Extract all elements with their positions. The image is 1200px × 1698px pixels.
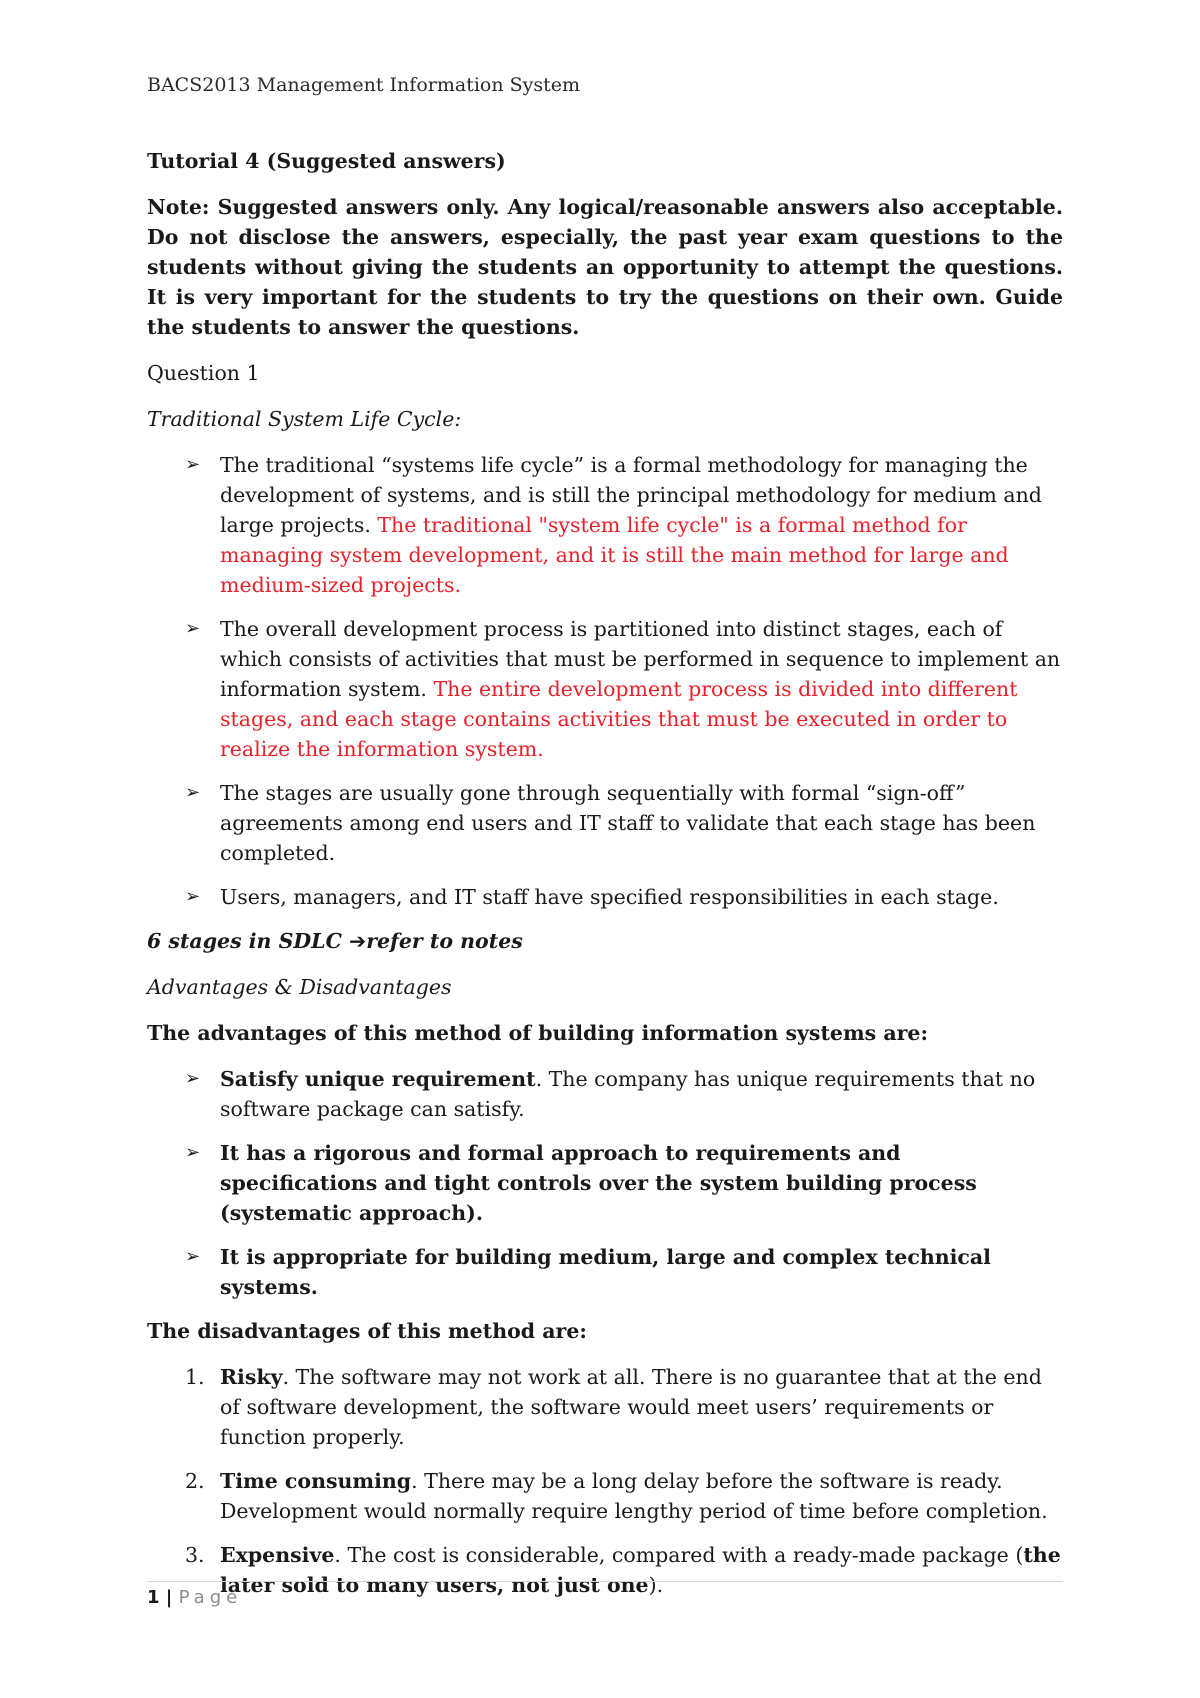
list-item [147, 1064, 1063, 1124]
disadvantage-emphasis: the later sold to many users, not just one [220, 1543, 1061, 1597]
disadvantage-title: Time consuming [220, 1469, 412, 1493]
advantages-list [147, 1064, 1063, 1302]
list-number: 2. [185, 1469, 205, 1493]
advantages-heading: The advantages of this method of building information systems are: [147, 1021, 929, 1045]
disadvantages-list [147, 1362, 1063, 1600]
arrow-bullet-icon: ➢ [185, 1246, 201, 1267]
disadvantage-text-end: ). [648, 1573, 664, 1597]
slc-bullet-list [147, 450, 1063, 912]
page-label: Page [178, 1587, 243, 1608]
sdlc-refer: refer to notes [366, 929, 523, 953]
note-paragraph: Note: Suggested answers only. Any logical/reasonable answers also acceptable. Do not disclose the answers, especially, the past year exam questions to the students without giving the students an opportunity to attempt the questions. It is very important for the students to try the questions on their own. Guide the students to answer the questions. [147, 195, 1063, 339]
arrow-bullet-icon: ➢ [185, 1142, 201, 1163]
arrow-bullet-icon: ➢ [185, 454, 201, 475]
page-footer [147, 1587, 242, 1608]
arrow-bullet-icon: ➢ [185, 886, 201, 907]
disadvantage-text: . There may be a long delay before the software is ready. Development would normally require lengthy period of time before completion. [220, 1469, 1048, 1523]
disadvantage-title: Risky [220, 1365, 283, 1389]
footer-divider [147, 1581, 1063, 1582]
advantage-title: It has a rigorous and formal approach to requirements and specifications and tight controls over the system building process (systematic approach). [220, 1141, 977, 1225]
document-body [147, 146, 1063, 1614]
arrow-bullet-icon: ➢ [185, 782, 201, 803]
bullet-text: Users, managers, and IT staff have specified responsibilities in each stage. [220, 885, 999, 909]
disadvantage-text: . The cost is considerable, compared with a ready-made package ( [334, 1543, 1024, 1567]
list-item [147, 1466, 1063, 1526]
advantage-text: . The company has unique requirements that no software package can satisfy. [220, 1067, 1036, 1121]
sdlc-stages-line [147, 926, 1063, 956]
list-item [147, 1362, 1063, 1452]
list-item [147, 614, 1063, 764]
page-separator: | [159, 1587, 179, 1608]
disadvantage-text: . The software may not work at all. There is no guarantee that at the end of software development, the software would meet users’ requirements or function properly. [220, 1365, 1042, 1449]
sdlc-label: 6 stages in SDLC [147, 929, 350, 953]
list-item [147, 778, 1063, 868]
list-number: 1. [185, 1365, 205, 1389]
arrow-bullet-icon: ➢ [185, 618, 201, 639]
subheading-traditional-slc: Traditional System Life Cycle: [147, 407, 462, 431]
document-title: Tutorial 4 (Suggested answers) [147, 149, 506, 173]
list-item [147, 1540, 1063, 1600]
bullet-text: The stages are usually gone through sequentially with formal “sign-off” agreements among end users and IT staff to validate that each stage has been completed. [220, 781, 1036, 865]
adv-disadv-label: Advantages & Disadvantages [147, 975, 452, 999]
disadvantages-heading: The disadvantages of this method are: [147, 1319, 587, 1343]
bullet-translation: The traditional "system life cycle" is a formal method for managing system development, and it is still the main method for large and medium-sized projects. [220, 513, 1009, 597]
bullet-text: The traditional “systems life cycle” is a formal methodology for managing the development of systems, and is still the principal methodology for medium and large projects. [220, 453, 1042, 537]
bullet-translation: The entire development process is divided into different stages, and each stage contains activities that must be executed in order to realize the information system. [220, 677, 1018, 761]
right-arrow-icon: ➔ [349, 929, 367, 953]
list-item [147, 1242, 1063, 1302]
list-number: 3. [185, 1543, 205, 1567]
bullet-text: The overall development process is partitioned into distinct stages, each of which consists of activities that must be performed in sequence to implement an information system. [220, 617, 1061, 701]
list-item [147, 1138, 1063, 1228]
page-header: BACS2013 Management Information System [147, 74, 581, 96]
question-label: Question 1 [147, 361, 260, 385]
disadvantage-title: Expensive [220, 1543, 335, 1567]
list-item [147, 450, 1063, 600]
page-number: 1 [147, 1587, 160, 1608]
list-item [147, 882, 1063, 912]
advantage-title: Satisfy unique requirement [220, 1067, 536, 1091]
arrow-bullet-icon: ➢ [185, 1068, 201, 1089]
advantage-title: It is appropriate for building medium, large and complex technical systems. [220, 1245, 991, 1299]
